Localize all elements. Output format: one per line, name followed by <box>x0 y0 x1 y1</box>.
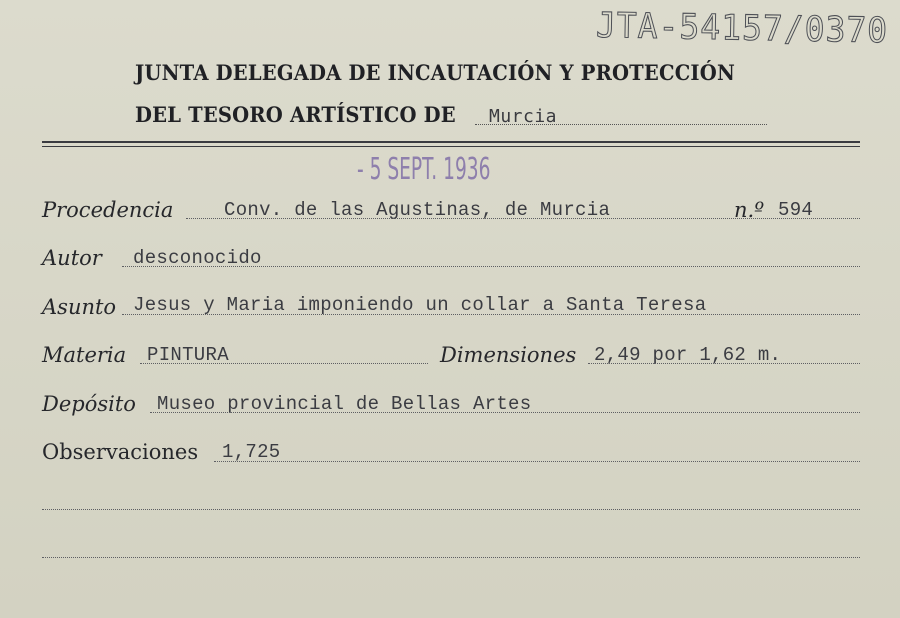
asunto-label: Asunto <box>42 295 117 319</box>
dimensiones-label: Dimensiones <box>440 343 577 367</box>
observaciones-dotline <box>214 461 860 462</box>
dimensiones-value: 2,49 por 1,62 m. <box>594 344 782 366</box>
procedencia-value: Conv. de las Agustinas, de Murcia <box>224 199 611 221</box>
autor-value: desconocido <box>133 247 262 269</box>
procedencia-dotline <box>186 218 860 219</box>
header-title-line-2: DEL TESORO ARTÍSTICO DE <box>135 102 456 127</box>
numero-value: 594 <box>778 199 814 221</box>
dimensiones-dotline <box>588 363 860 364</box>
header-rule-thick <box>42 141 860 143</box>
autor-label: Autor <box>42 246 102 270</box>
asunto-value: Jesus y Maria imponiendo un collar a Santa Teresa <box>133 294 707 316</box>
header-title-line-1: JUNTA DELEGADA DE INCAUTACIÓN Y PROTECCIÓN <box>135 60 735 85</box>
procedencia-label: Procedencia <box>42 198 174 222</box>
header-city: Murcia <box>489 106 558 127</box>
date-stamp: - 5 SEPT. 1936 <box>357 152 491 187</box>
deposito-value: Museo provincial de Bellas Artes <box>157 393 532 415</box>
observaciones-value: 1,725 <box>222 441 281 463</box>
materia-value: PINTURA <box>147 344 229 366</box>
header-rule-thin <box>42 146 860 147</box>
asunto-dotline <box>122 314 860 315</box>
materia-label: Materia <box>42 343 127 367</box>
deposito-dotline <box>150 412 860 413</box>
deposito-label: Depósito <box>42 392 136 416</box>
blank-dotline-1 <box>42 509 860 510</box>
numero-label: n.º <box>734 198 765 222</box>
header-city-dotline <box>475 124 767 125</box>
observaciones-label: Observaciones <box>42 440 199 464</box>
blank-dotline-2 <box>42 557 860 558</box>
autor-dotline <box>122 266 860 267</box>
reference-code: JTA-54157/0370 <box>595 4 889 51</box>
materia-dotline <box>140 363 428 364</box>
